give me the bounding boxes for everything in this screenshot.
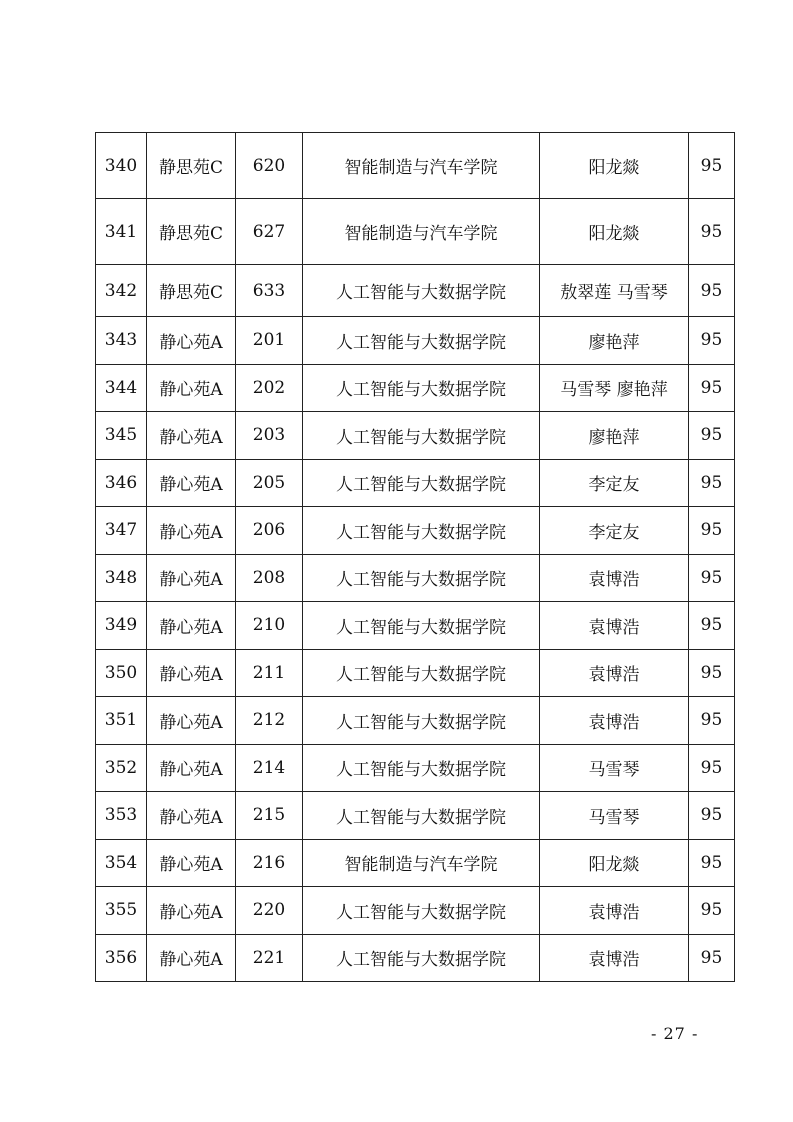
college-name: 人工智能与大数据学院 xyxy=(303,554,540,602)
table-row xyxy=(96,317,735,365)
row-number: 351 xyxy=(96,697,147,745)
building-name: 静心苑A xyxy=(147,459,236,507)
building-name: 静心苑A xyxy=(147,887,236,935)
room-number: 212 xyxy=(236,697,303,745)
tutor-name: 李定友 xyxy=(540,459,689,507)
table-row xyxy=(96,839,735,887)
college-name: 智能制造与汽车学院 xyxy=(303,133,540,199)
row-number: 348 xyxy=(96,554,147,602)
tutor-name: 阳龙燚 xyxy=(540,199,689,265)
college-name: 人工智能与大数据学院 xyxy=(303,459,540,507)
tutor-name: 敖翠莲 马雪琴 xyxy=(540,265,689,317)
score-value: 95 xyxy=(689,697,735,745)
row-number: 345 xyxy=(96,412,147,460)
row-number: 347 xyxy=(96,507,147,555)
table-row xyxy=(96,697,735,745)
score-value: 95 xyxy=(689,199,735,265)
score-value: 95 xyxy=(689,459,735,507)
tutor-name: 李定友 xyxy=(540,507,689,555)
row-number: 343 xyxy=(96,317,147,365)
row-number: 340 xyxy=(96,133,147,199)
college-name: 人工智能与大数据学院 xyxy=(303,412,540,460)
college-name: 人工智能与大数据学院 xyxy=(303,887,540,935)
score-value: 95 xyxy=(689,744,735,792)
score-value: 95 xyxy=(689,887,735,935)
table-row xyxy=(96,649,735,697)
page-number: - 27 - xyxy=(651,1024,699,1043)
room-number: 210 xyxy=(236,602,303,650)
room-number: 627 xyxy=(236,199,303,265)
college-name: 人工智能与大数据学院 xyxy=(303,265,540,317)
row-number: 342 xyxy=(96,265,147,317)
table-row xyxy=(96,507,735,555)
row-number: 353 xyxy=(96,792,147,840)
room-number: 633 xyxy=(236,265,303,317)
college-name: 人工智能与大数据学院 xyxy=(303,507,540,555)
building-name: 静心苑A xyxy=(147,697,236,745)
score-value: 95 xyxy=(689,364,735,412)
row-number: 349 xyxy=(96,602,147,650)
building-name: 静心苑A xyxy=(147,317,236,365)
room-number: 208 xyxy=(236,554,303,602)
table-row xyxy=(96,459,735,507)
row-number: 356 xyxy=(96,934,147,982)
tutor-name: 袁博浩 xyxy=(540,649,689,697)
college-name: 智能制造与汽车学院 xyxy=(303,199,540,265)
college-name: 人工智能与大数据学院 xyxy=(303,697,540,745)
dormitory-score-table xyxy=(95,132,735,982)
room-number: 215 xyxy=(236,792,303,840)
tutor-name: 袁博浩 xyxy=(540,602,689,650)
score-value: 95 xyxy=(689,649,735,697)
row-number: 344 xyxy=(96,364,147,412)
tutor-name: 袁博浩 xyxy=(540,934,689,982)
room-number: 216 xyxy=(236,839,303,887)
table-row xyxy=(96,364,735,412)
score-value: 95 xyxy=(689,839,735,887)
row-number: 354 xyxy=(96,839,147,887)
tutor-name: 袁博浩 xyxy=(540,887,689,935)
tutor-name: 马雪琴 xyxy=(540,744,689,792)
room-number: 214 xyxy=(236,744,303,792)
room-number: 220 xyxy=(236,887,303,935)
building-name: 静思苑C xyxy=(147,265,236,317)
row-number: 350 xyxy=(96,649,147,697)
college-name: 人工智能与大数据学院 xyxy=(303,744,540,792)
room-number: 211 xyxy=(236,649,303,697)
tutor-name: 马雪琴 xyxy=(540,792,689,840)
tutor-name: 袁博浩 xyxy=(540,554,689,602)
tutor-name: 袁博浩 xyxy=(540,697,689,745)
tutor-name: 马雪琴 廖艳萍 xyxy=(540,364,689,412)
college-name: 人工智能与大数据学院 xyxy=(303,317,540,365)
table-row xyxy=(96,554,735,602)
building-name: 静心苑A xyxy=(147,839,236,887)
score-value: 95 xyxy=(689,934,735,982)
table-row xyxy=(96,133,735,199)
college-name: 人工智能与大数据学院 xyxy=(303,364,540,412)
building-name: 静思苑C xyxy=(147,199,236,265)
room-number: 620 xyxy=(236,133,303,199)
table-row xyxy=(96,602,735,650)
college-name: 人工智能与大数据学院 xyxy=(303,649,540,697)
room-number: 203 xyxy=(236,412,303,460)
row-number: 346 xyxy=(96,459,147,507)
score-value: 95 xyxy=(689,317,735,365)
building-name: 静心苑A xyxy=(147,649,236,697)
table-row xyxy=(96,412,735,460)
score-value: 95 xyxy=(689,507,735,555)
row-number: 352 xyxy=(96,744,147,792)
score-value: 95 xyxy=(689,133,735,199)
college-name: 智能制造与汽车学院 xyxy=(303,839,540,887)
building-name: 静心苑A xyxy=(147,602,236,650)
tutor-name: 廖艳萍 xyxy=(540,412,689,460)
room-number: 201 xyxy=(236,317,303,365)
table-row xyxy=(96,199,735,265)
building-name: 静心苑A xyxy=(147,792,236,840)
score-value: 95 xyxy=(689,554,735,602)
row-number: 355 xyxy=(96,887,147,935)
building-name: 静思苑C xyxy=(147,133,236,199)
table-row xyxy=(96,887,735,935)
score-value: 95 xyxy=(689,602,735,650)
building-name: 静心苑A xyxy=(147,364,236,412)
score-value: 95 xyxy=(689,792,735,840)
room-number: 206 xyxy=(236,507,303,555)
row-number: 341 xyxy=(96,199,147,265)
tutor-name: 廖艳萍 xyxy=(540,317,689,365)
table-row xyxy=(96,934,735,982)
score-value: 95 xyxy=(689,265,735,317)
room-number: 202 xyxy=(236,364,303,412)
building-name: 静心苑A xyxy=(147,934,236,982)
building-name: 静心苑A xyxy=(147,554,236,602)
college-name: 人工智能与大数据学院 xyxy=(303,602,540,650)
table-row xyxy=(96,265,735,317)
room-number: 221 xyxy=(236,934,303,982)
college-name: 人工智能与大数据学院 xyxy=(303,934,540,982)
tutor-name: 阳龙燚 xyxy=(540,839,689,887)
room-number: 205 xyxy=(236,459,303,507)
college-name: 人工智能与大数据学院 xyxy=(303,792,540,840)
building-name: 静心苑A xyxy=(147,744,236,792)
table-row xyxy=(96,792,735,840)
tutor-name: 阳龙燚 xyxy=(540,133,689,199)
building-name: 静心苑A xyxy=(147,507,236,555)
building-name: 静心苑A xyxy=(147,412,236,460)
score-value: 95 xyxy=(689,412,735,460)
table-row xyxy=(96,744,735,792)
